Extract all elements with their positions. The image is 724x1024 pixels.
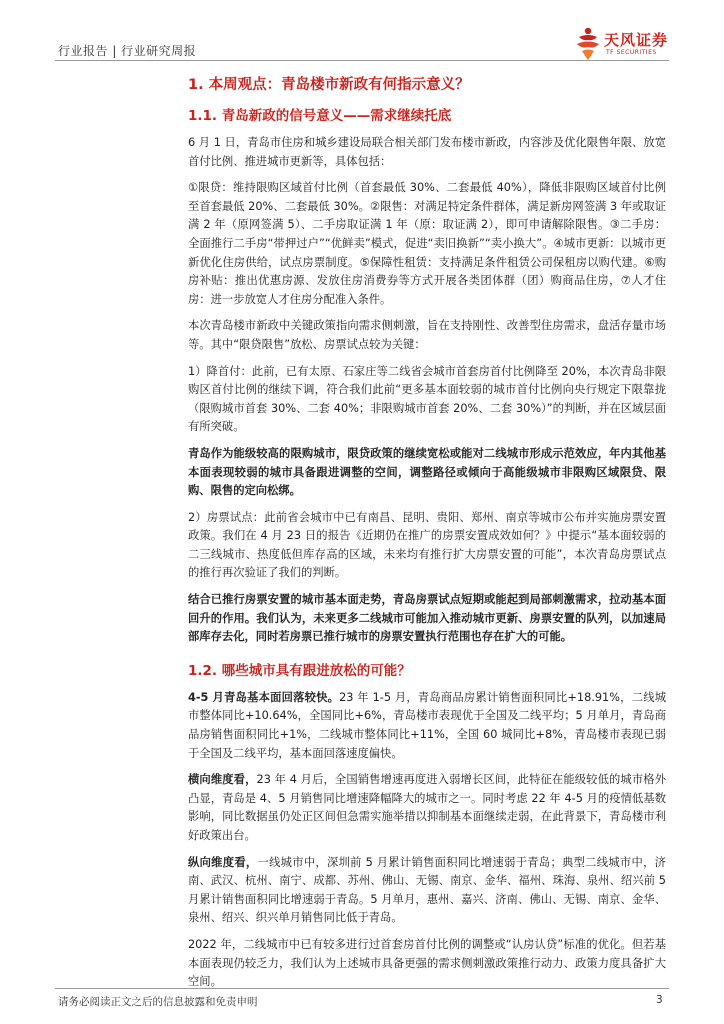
section-title: 1. 本周观点：青岛楼市新政有何指示意义？ <box>188 77 470 93</box>
header-divider <box>55 60 669 61</box>
logo-mark-icon <box>574 27 602 61</box>
paragraph-body: 23 年 1-5 月，青岛商品房累计销售面积同比+18.91%，二线城市整体同比+10.64%，全国同比+6%，青岛楼市表现优于全国及二线平均；5 月单月，青岛商品房销售面积同比+1%，二线城市整体同比+11%，全国 60 城同比+8%，青岛楼市表现已弱于全国及二线平均，基本面回落速度偏快。 <box>188 690 666 760</box>
company-logo <box>574 25 694 65</box>
paragraph-body: 23 年 4 月后，全国销售增速再度进入弱增长区间，此特征在能级较低的城市格外凸显，青岛是 4、5 月销售同比增速降幅降大的城市之一。同时考虑 22 年 4-5 月的疫情低基数影响，同比数据虽仍处正区间但急需实施举措以抑制基本面继续走弱，在此背景下，青岛楼市利好政策出台。 <box>188 773 666 842</box>
paragraph <box>188 689 666 763</box>
paragraph: 2）房票试点：此前省会城市中已有南昌、昆明、贵阳、郑州、南京等城市公布并实施房票安置政策。我们在 4 月 23 日的报告《近期仍在推广的房票安置成效如何？》中提示“基本面较弱的二三线城市、热度低但库存高的区域，未来均有推行扩大房票安置的可能”，本次青岛房票试点的推行再次验证了我们的判断。 <box>188 510 666 580</box>
logo-en-text: TF SECURITIES <box>606 49 657 56</box>
paragraph-lead: 纵向维度看， <box>188 855 258 869</box>
paragraph-lead: 4-5 月青岛基本面回落较快。 <box>188 690 340 704</box>
footer-disclaimer: 请务必阅读正文之后的信息披露和免责申明 <box>58 996 258 1008</box>
paragraph: ①限贷：维持限购区域首付比例（首套最低 30%、二套最低 40%），降低非限购区域首付比例至首套最低 20%、二套最低 30%。②限售：对满足特定条件群体，满足新房网签满 3 年或取证满 2 年（原网签满 5）、二手房取证满 1 年（原：取证满 2），即可申请解除限售。③二手房：全面推行二手房“带押过户”“优鲜卖”模式，促进“卖旧换新”“卖小换大”。④城市更新：以城市更新优化住房供给，试点房票制度。⑤保障性租赁：支持满足条件租赁公司保租房以购代建。⑥购房补贴：推出优惠房源、发放住房消费券等方式开展各类团体群（团）购商品住房，⑦人才住房：进一步放宽人才住房分配准入条件。 <box>188 181 666 306</box>
paragraph-body: 一线城市中，深圳前 5 月累计销售面积同比增速弱于青岛；典型二线城市中，济南、武汉、杭州、南宁、成都、苏州、佛山、无锡、南京、金华、福州、珠海、泉州、绍兴前 5 月累计销售面积同比增速弱于青岛。5 月单月，惠州、嘉兴、济南、佛山、无锡、南京、金华、泉州、绍兴、织兴单月销售同比低于青岛。 <box>188 855 666 925</box>
paragraph: 6 月 1 日，青岛市住房和城乡建设局联合相关部门发布楼市新政，内容涉及优化限售年限、放宽首付比例、推进城市更新等，具体包括： <box>188 136 666 168</box>
paragraph-body: 2022 年，二线城市中已有较多进行过首套房首付比例的调整或“认房认贷”标准的优化。但若基本面表现仍较乏力，我们认为上述城市具备更强的需求侧刺激政策推行动力、政策力度具备扩大空间。 <box>188 937 666 989</box>
header-category: 行业报告 | 行业研究周报 <box>58 44 197 58</box>
paragraph: 1）降首付：此前，已有太原、石家庄等二线省会城市首套房首付比例降至 20%，本次青岛非限购区首付比例的继续下调，符合我们此前“更多基本面较弱的城市首付比例向央行规定下限靠拢（限购城市首套 30%、二套 40%；非限购城市首套 20%、二套 30%）”的判断，并在区域层面有所突破。 <box>188 364 666 434</box>
paragraph <box>188 854 666 928</box>
subsection-title-1: 1.1. 青岛新政的信号意义——需求继续托底 <box>188 108 452 124</box>
paragraph: 本次青岛楼市新政中关键政策指向需求侧刺激，旨在支持刚性、改善型住房需求，盘活存量市场等。其中“限贷限售”放松、房票试点较为关键： <box>188 319 666 351</box>
bold-paragraph: 结合已推行房票安置的城市基本面走势，青岛房票试点短期或能起到局部刺激需求，拉动基本面回升的作用。我们认为，未来更多二线城市可能加入推动城市更新、房票安置的队列，以加速局部库存去化，同时若房票已推行城市的房票安置执行范围也存在扩大的可能。 <box>188 593 666 644</box>
footer-divider <box>55 988 669 989</box>
paragraph <box>188 771 666 845</box>
paragraph <box>188 936 666 992</box>
logo-cn-text: 天风证券 <box>604 31 669 49</box>
page-number: 3 <box>656 994 663 1006</box>
subsection-title-2: 1.2. 哪些城市具有跟进放松的可能？ <box>188 662 411 679</box>
main-content <box>188 68 666 1000</box>
bold-paragraph: 青岛作为能级较高的限购城市，限贷政策的继续宽松或能对二线城市形成示范效应，年内其他基本面表现较弱的城市具备跟进调整的空间，调整路径或倾向于高能级城市非限购区域限贷、限购、限售的定向松绑。 <box>188 446 666 498</box>
paragraph-lead: 横向维度看， <box>188 773 257 787</box>
